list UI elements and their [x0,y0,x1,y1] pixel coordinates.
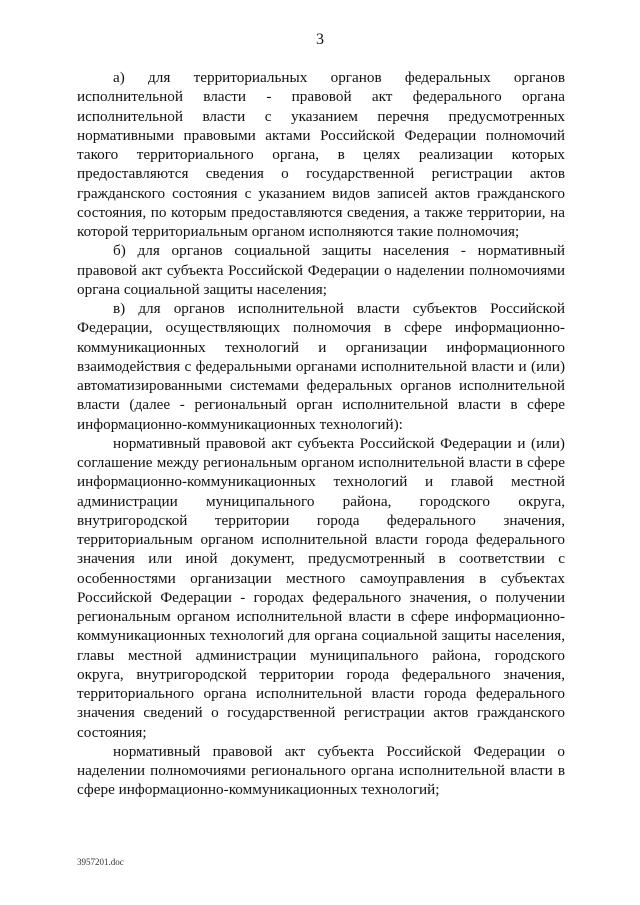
paragraph-normative-act-agreement: нормативный правовой акт субъекта Российской Федерации и (или) соглашение между региональным органом исполнительной власти в сфере информационно-коммуникационных технологий и главой местной администрации муниципального района, городского округа, внутригородской территории города федерального значения, территориальным органом исполнительной власти города федерального значения или иной документ, предусмотренный в соответствии с особенностями организации местного самоуправления в субъектах Российской Федерации - городах федерального значения, о получении региональным органом исполнительной власти в сфере информационно-коммуникационных технологий для органа социальной защиты населения, главы местной администрации муниципального района, городского округа, внутригородской территории города федерального значения, территориального органа исполнительной власти города федерального значения сведений о государственной регистрации актов гражданского состояния; [77,434,565,741]
paragraph-a: а) для территориальных органов федеральных органов исполнительной власти - правовой акт федерального органа исполнительной власти с указанием перечня предусмотренных нормативными правовыми актами Российской Федерации полномочий такого территориального органа, в целях реализации которых предоставляются сведения о государственной регистрации актов гражданского состояния с указанием видов записей актов гражданского состояния, по которым предоставляются сведения, а также территории, на которой территориальным органом исполняются такие полномочия; [77,69,565,240]
page-number: 3 [316,31,324,48]
document-body [77,68,565,800]
paragraph-v: в) для органов исполнительной власти субъектов Российской Федерации, осуществляющих полномочия в сфере информационно-коммуникационных технологий и организации информационного взаимодействия с федеральными органами исполнительной власти и (или) автоматизированными системами федеральных органов исполнительной власти (далее - региональный орган исполнительной власти в сфере информационно-коммуникационных технологий): [77,300,565,433]
paragraph-b: б) для органов социальной защиты населения - нормативный правовой акт субъекта Российской Федерации о наделении полномочиями органа социальной защиты населения; [77,242,565,298]
paragraph-normative-act-authority: нормативный правовой акт субъекта Российской Федерации о наделении полномочиями регионального органа исполнительной власти в сфере информационно-коммуникационных технологий; [77,742,565,799]
document-filename: 3957201.doc [77,857,124,867]
